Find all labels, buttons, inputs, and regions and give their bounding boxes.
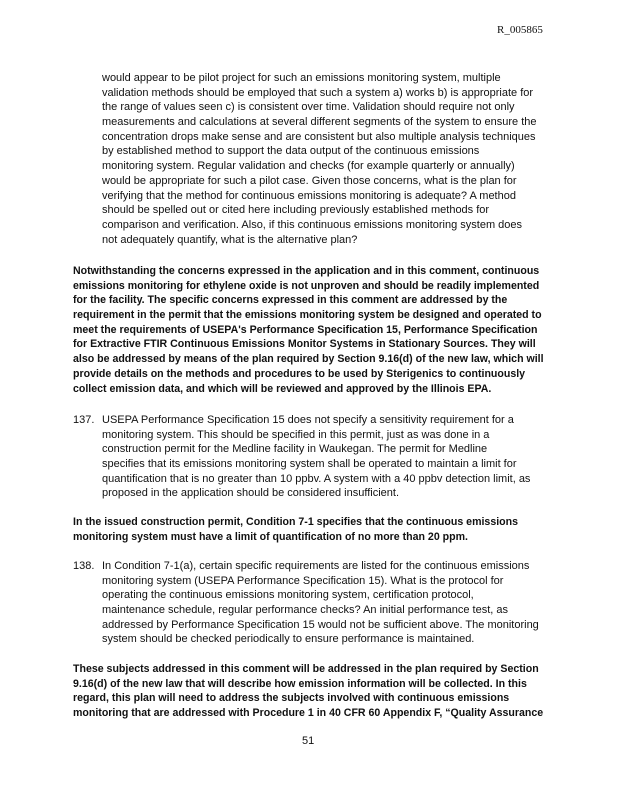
response-paragraph-1	[73, 264, 544, 396]
text-line: quantification that is no greater than 10 ppbv. A system with a 40 ppbv detection limit, as	[102, 472, 531, 485]
comment-continuation-paragraph	[102, 71, 537, 247]
comment-138	[102, 559, 539, 647]
text-line: addressed by Performance Specification 15 would not be sufficient above. The monitoring	[102, 618, 539, 631]
text-line: collect emission data, and which will be reviewed and approved by the Illinois EPA.	[73, 382, 492, 395]
text-line: for the facility. The specific concerns expressed in this comment are addressed by the	[73, 294, 508, 307]
text-line: monitoring system. This should be specified in this permit, just as was done in a	[102, 428, 490, 441]
text-line: In the issued construction permit, Condition 7-1 specifies that the continuous emissions	[73, 516, 518, 528]
text-line: regard, this plan will need to address the subjects involved with continuous emissions	[73, 692, 510, 705]
response-paragraph-3	[73, 662, 543, 721]
text-line: should be spelled out or cited here including previously established methods for	[102, 204, 490, 217]
text-line: monitoring system (USEPA Performance Specification 15). What is the protocol for	[102, 574, 504, 587]
text-line: maintenance schedule, regular performance checks? An initial performance test, as	[102, 604, 508, 617]
text-line: operating the continuous emissions monitoring system, certification protocol,	[102, 589, 474, 602]
text-line: provide details on the methods and procedures to be used by Sterigenics to continuously	[73, 367, 526, 380]
text-line: also be addressed by means of the plan required by Section 9.16(d) of the new law, which will	[73, 353, 544, 366]
text-line: comparison and verification. Also, if this continuous emissions monitoring system does	[102, 218, 523, 231]
page-number: 51	[302, 735, 315, 747]
text-line: concentration drops make sense and are consistent but also multiple analysis techniques	[102, 130, 536, 143]
text-line: verifying that the method for continuous emissions monitoring is adequate? A method	[102, 189, 516, 202]
text-line: monitoring that are addressed with Procedure 1 in 40 CFR 60 Appendix F, “Quality Assurance	[73, 707, 544, 720]
text-line: USEPA Performance Specification 15 does not specify a sensitivity requirement for a	[102, 414, 514, 426]
text-line: system should be checked periodically to ensure performance is maintained.	[102, 633, 475, 646]
text-line: monitoring system. Regular validation and checks (for example quarterly or annually)	[102, 160, 515, 173]
text-line: emissions monitoring for ethylene oxide is not unproven and should be readily implemented	[73, 279, 540, 292]
text-line: for Extractive FTIR Continuous Emissions Monitor Systems in Stationary Sources. They will	[73, 338, 536, 351]
text-line: would be appropriate for such a pilot case. Given those concerns, what is the plan for	[102, 174, 517, 187]
text-line: Notwithstanding the concerns expressed in the application and in this comment, continuous	[73, 265, 540, 277]
comment-137	[102, 413, 530, 501]
bates-number: R_005865	[497, 24, 543, 36]
text-line: specifies that its emissions monitoring system shall be operated to maintain a limit for	[102, 458, 517, 471]
text-line: the range of values seen c) is consistent over time. Validation should require not only	[102, 101, 515, 114]
text-line: monitoring system must have a limit of quantification of no more than 20 ppm.	[73, 530, 468, 543]
text-line: validation methods should be employed that such a system a) works b) is appropriate for	[102, 86, 534, 99]
response-paragraph-2	[73, 515, 518, 544]
comment-number-137: 137.	[73, 414, 95, 426]
text-line: meet the requirements of USEPA's Performance Specification 15, Performance Specification	[73, 323, 538, 336]
text-line: 9.16(d) of the new law that will describe how emission information will be collected. In this	[73, 677, 527, 690]
text-line: In Condition 7-1(a), certain specific requirements are listed for the continuous emissions	[102, 560, 530, 572]
text-line: construction permit for the Medline facility in Waukegan. The permit for Medline	[102, 443, 488, 456]
text-line: These subjects addressed in this comment will be addressed in the plan required by Section	[73, 663, 539, 675]
text-line: by established method to support the data output of the continuous emissions	[102, 145, 480, 158]
text-line: measurements and calculations at several different segments of the system to ensure the	[102, 116, 537, 129]
comment-number-138: 138.	[73, 560, 95, 572]
text-line: proposed in the application should be considered insufficient.	[102, 487, 399, 500]
text-line: requirement in the permit that the emissions monitoring system be designed and operated to	[73, 309, 542, 322]
text-line: would appear to be pilot project for such an emissions monitoring system, multiple	[102, 72, 501, 84]
text-line: not adequately quantify, what is the alternative plan?	[102, 233, 358, 246]
